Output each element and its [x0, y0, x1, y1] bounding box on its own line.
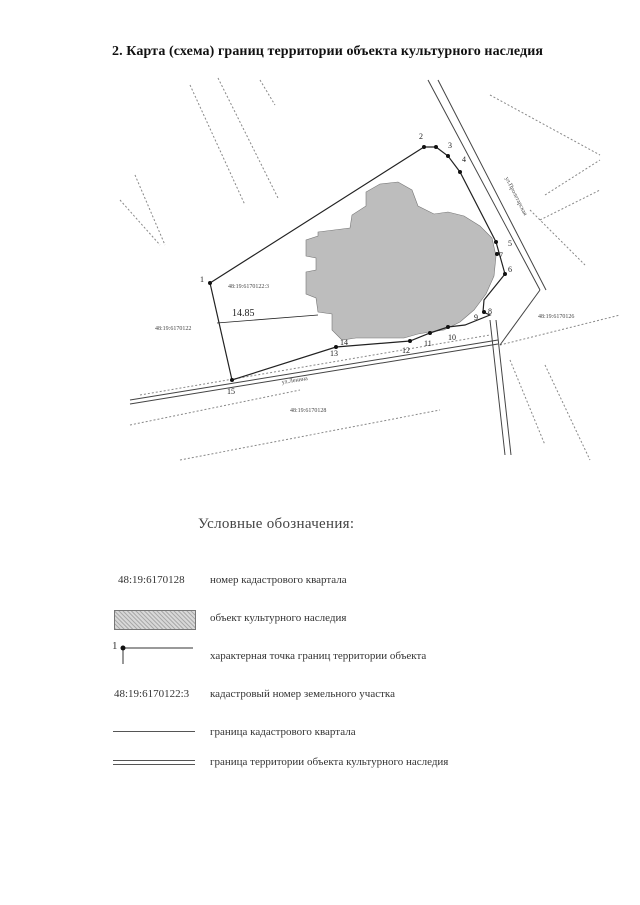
page-title: 2. Карта (схема) границ территории объекта культурного наследия — [112, 44, 544, 59]
parcel-label: 48:19:6170122:3 — [228, 284, 270, 290]
dimension-label: 14.85 — [232, 308, 255, 319]
point-label: 7 — [499, 251, 503, 260]
heritage-boundary-sample — [113, 760, 195, 765]
parcel-label: 48:19:6170126 — [538, 314, 575, 320]
legend-text-quarter-boundary: граница кадастрового квартала — [210, 726, 356, 738]
heritage-fill-sample — [114, 610, 196, 630]
point-label: 4 — [462, 155, 466, 164]
legend-text-heritage: объект культурного наследия — [210, 612, 347, 624]
legend-text-quarter: номер кадастрового квартала — [210, 574, 347, 586]
point-label: 15 — [227, 387, 235, 396]
point-label: 6 — [508, 265, 512, 274]
quarter-boundary-sample — [113, 731, 195, 732]
point-label: 8 — [488, 307, 492, 316]
point-label: 14 — [340, 338, 348, 347]
legend-text-point: характерная точка границ территории объекта — [210, 650, 427, 662]
point-label: 9 — [474, 313, 478, 322]
legend-text-heritage-boundary: граница территории объекта культурного наследия — [210, 756, 449, 768]
parcel-label: 48:19:6170128 — [290, 408, 327, 414]
point-label: 11 — [424, 339, 432, 348]
point-label: 2 — [419, 132, 423, 141]
point-label: 5 — [508, 239, 512, 248]
legend-title: Условные обозначения: — [198, 516, 355, 532]
point-label: 1 — [200, 275, 204, 284]
point-label: 13 — [330, 349, 338, 358]
dimension-line — [217, 308, 318, 323]
point-label: 12 — [402, 346, 410, 355]
legend-code-parcel: 48:19:6170122:3 — [114, 688, 190, 700]
road-label: ул.Ленина — [281, 375, 309, 386]
street-label: ул.Пролетарская — [503, 176, 528, 217]
point-label: 3 — [448, 141, 452, 150]
point-label: 10 — [448, 333, 456, 342]
parcel-label: 48:19:6170122 — [155, 326, 192, 332]
legend-code-quarter: 48:19:6170128 — [118, 574, 185, 586]
legend-text-parcel: кадастровый номер земельного участка — [210, 688, 395, 700]
heritage-object — [306, 182, 496, 340]
legend-code-point: 1 — [112, 640, 118, 652]
boundary-point-sample — [113, 642, 195, 666]
